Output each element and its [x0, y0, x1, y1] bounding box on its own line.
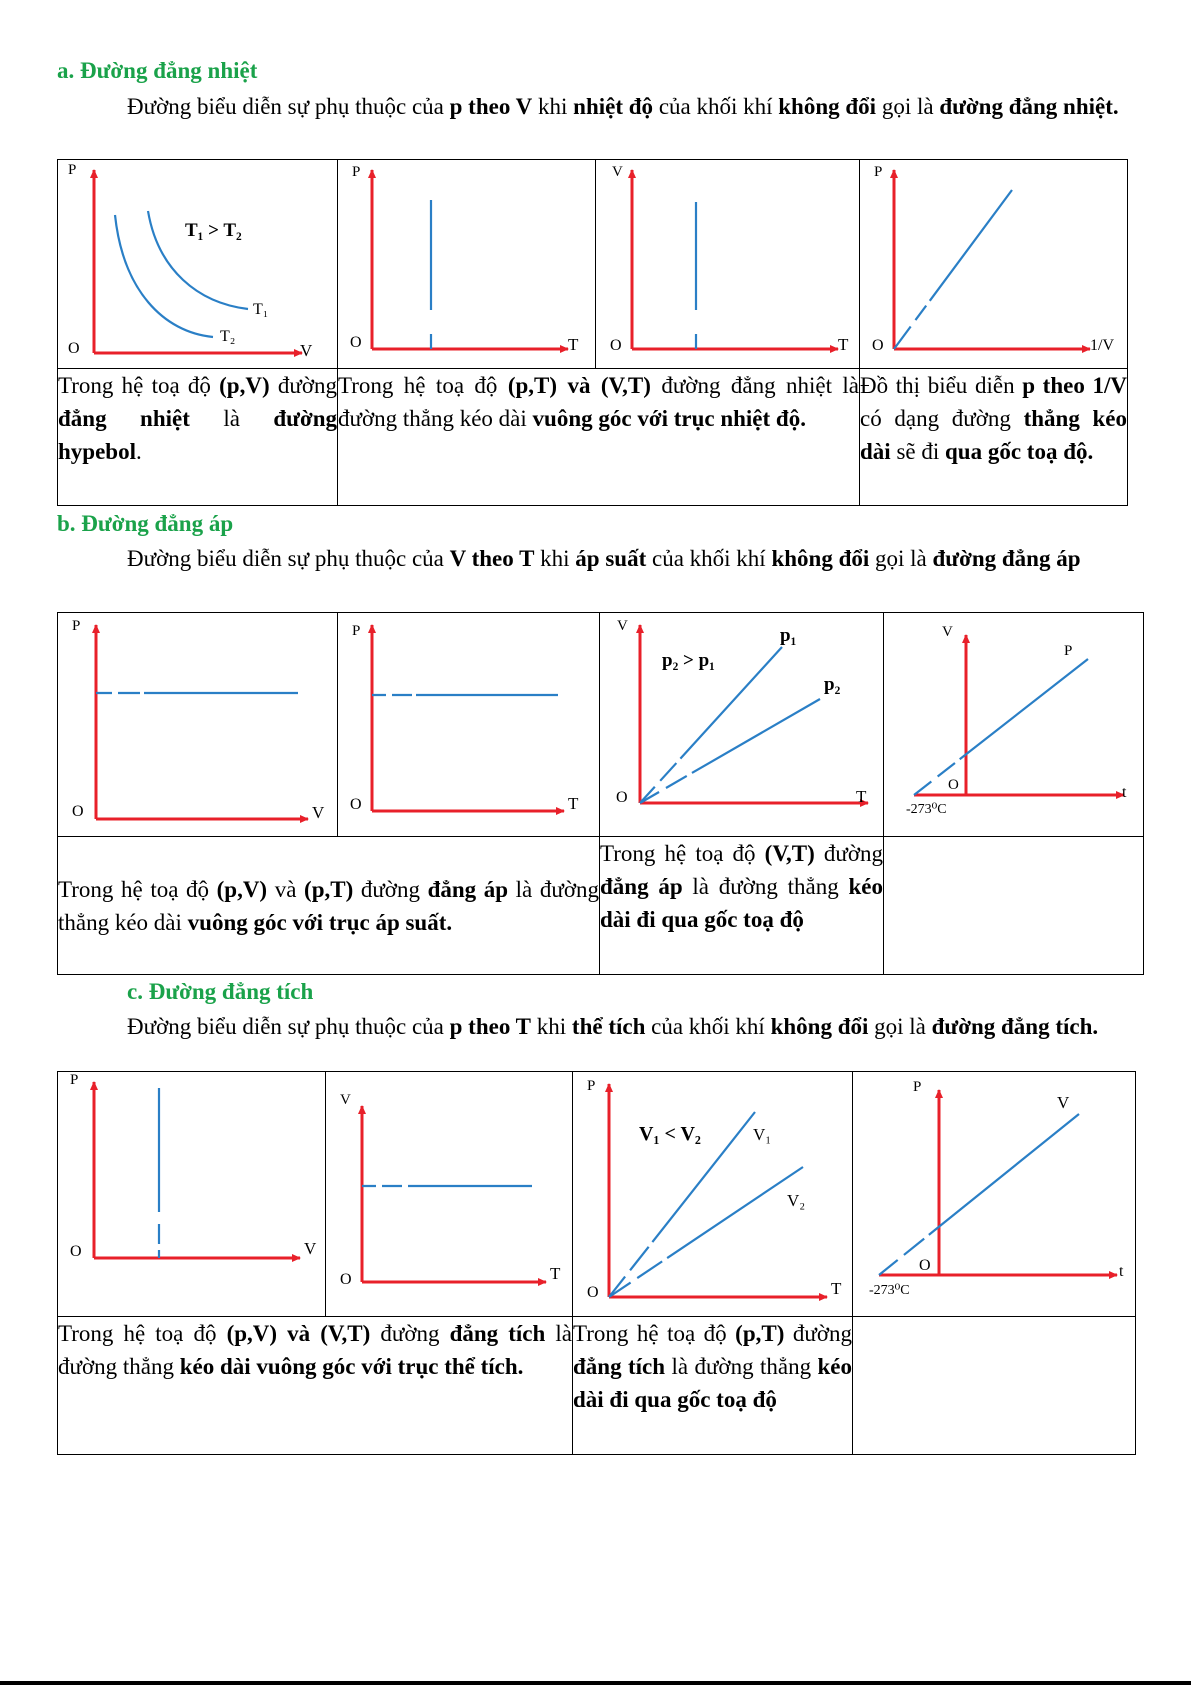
isochoric-graph-pt [573, 1072, 853, 1317]
svg-text:P: P [587, 1078, 596, 1094]
svg-text:-273⁰C: -273⁰C [906, 802, 947, 817]
svg-text:P: P [72, 618, 81, 634]
isochoric-desc-pt: Trong hệ toạ độ (p,T) đường đẳng tích là đường thẳng kéo dài đi qua gốc toạ độ [573, 1317, 853, 1455]
isochoric-graph-pv [58, 1072, 326, 1317]
isobaric-desc-empty [884, 837, 1144, 975]
svg-text:T₂: T₂ [220, 328, 236, 345]
svg-text:V: V [300, 341, 313, 360]
svg-text:T: T [831, 1279, 842, 1298]
svg-text:O: O [872, 337, 884, 354]
isothermal-graph-pv [58, 160, 338, 369]
isothermal-graph-pt [338, 160, 596, 369]
isochoric-graph-vt [326, 1072, 573, 1317]
svg-text:O: O [948, 777, 959, 793]
svg-text:P: P [70, 1072, 79, 1088]
isothermal-graph-vt [596, 160, 860, 369]
svg-text:V: V [1057, 1093, 1070, 1112]
isochore-v2 [609, 1167, 806, 1297]
isobar-p2 [640, 699, 820, 803]
svg-text:-273⁰C: -273⁰C [869, 1283, 910, 1298]
isotherm-line [894, 190, 1012, 349]
section-a-paragraph: Đường biểu diễn sự phụ thuộc của p theo V khi nhiệt độ của khối khí không đổi gọi là đường đẳng nhiệt. [127, 94, 1119, 119]
section-c-title: c. Đường đẳng tích [127, 979, 314, 1004]
svg-text:T: T [568, 335, 579, 354]
svg-text:T₁ > T₂: T₁ > T₂ [185, 220, 242, 241]
svg-text:T: T [568, 794, 579, 813]
isochoric-table [57, 1071, 1136, 1455]
svg-text:V₁ < V₂: V₁ < V₂ [639, 1123, 701, 1145]
svg-text:P: P [352, 623, 361, 639]
svg-text:V: V [612, 164, 623, 180]
svg-text:O: O [610, 337, 622, 354]
isobar-line [914, 659, 1088, 795]
svg-text:V₂: V₂ [787, 1191, 806, 1210]
isobaric-graph-pt [338, 613, 600, 837]
svg-text:V: V [304, 1239, 317, 1258]
isochoric-desc-pv-vt: Trong hệ toạ độ (p,V) và (V,T) đường đẳng tích là đường thẳng kéo dài vuông góc với trục thể tích. [58, 1317, 573, 1455]
svg-text:V: V [617, 618, 628, 634]
svg-text:T: T [550, 1264, 561, 1283]
svg-text:t: t [1119, 1263, 1124, 1280]
svg-text:V₁: V₁ [753, 1125, 772, 1144]
svg-text:1/V: 1/V [1090, 337, 1114, 354]
svg-text:p₂: p₂ [824, 674, 841, 695]
isobaric-graph-vt [600, 613, 884, 837]
isobaric-graph-vt-celsius [884, 613, 1144, 837]
isothermal-desc-p-inv-v: Đồ thị biểu diễn p theo 1/V có dạng đường thẳng kéo dài sẽ đi qua gốc toạ độ. [860, 369, 1128, 506]
svg-text:V: V [340, 1092, 351, 1108]
svg-text:O: O [616, 789, 628, 806]
svg-text:O: O [587, 1284, 599, 1301]
section-c-paragraph: Đường biểu diễn sự phụ thuộc của p theo T khi thể tích của khối khí không đổi gọi là đường đẳng tích. [127, 1014, 1099, 1039]
isobaric-desc-vt: Trong hệ toạ độ (V,T) đường đẳng áp là đường thẳng kéo dài đi qua gốc toạ độ [600, 837, 884, 975]
isothermal-table [57, 159, 1128, 506]
svg-text:O: O [919, 1257, 931, 1274]
section-b-paragraph: Đường biểu diễn sự phụ thuộc của V theo T khi áp suất của khối khí không đổi gọi là đường đẳng áp [127, 546, 1081, 571]
isochoric-graph-pt-celsius [853, 1072, 1136, 1317]
svg-text:V: V [942, 624, 953, 640]
svg-text:P: P [913, 1079, 922, 1095]
section-a-title: a. Đường đẳng nhiệt [57, 58, 258, 83]
page-bottom-rule [0, 1681, 1191, 1685]
svg-text:V: V [312, 803, 325, 822]
svg-text:O: O [350, 334, 362, 351]
svg-text:O: O [350, 796, 362, 813]
svg-text:T: T [838, 335, 849, 354]
svg-text:O: O [68, 340, 80, 357]
svg-text:p₂ > p₁: p₂ > p₁ [662, 650, 715, 671]
svg-text:t: t [1122, 784, 1127, 801]
isothermal-desc-pv: Trong hệ toạ độ (p,V) đường đẳng nhiệt là đường hypebol. [58, 369, 338, 506]
isobaric-table [57, 612, 1144, 975]
isothermal-graph-p-inv-v [860, 160, 1128, 369]
isobaric-graph-pv [58, 613, 338, 837]
svg-text:p₁: p₁ [780, 625, 797, 646]
svg-text:T: T [856, 787, 867, 806]
section-b-title: b. Đường đẳng áp [57, 511, 234, 536]
svg-text:O: O [70, 1243, 82, 1260]
svg-text:P: P [68, 162, 77, 178]
svg-text:P: P [1064, 643, 1073, 659]
isochore-line [879, 1114, 1079, 1275]
svg-text:O: O [72, 803, 84, 820]
svg-text:O: O [340, 1271, 352, 1288]
isochoric-desc-empty [853, 1317, 1136, 1455]
svg-text:T₁: T₁ [253, 301, 269, 318]
svg-text:P: P [874, 164, 883, 180]
isothermal-desc-pt-vt: Trong hệ toạ độ (p,T) và (V,T) đường đẳng nhiệt là đường thẳng kéo dài vuông góc với trục nhiệt độ. [338, 369, 860, 506]
svg-text:P: P [352, 164, 361, 180]
isobaric-desc-pv-pt: Trong hệ toạ độ (p,V) và (p,T) đường đẳng áp là đường thẳng kéo dài vuông góc với trục áp suất. [58, 837, 600, 975]
